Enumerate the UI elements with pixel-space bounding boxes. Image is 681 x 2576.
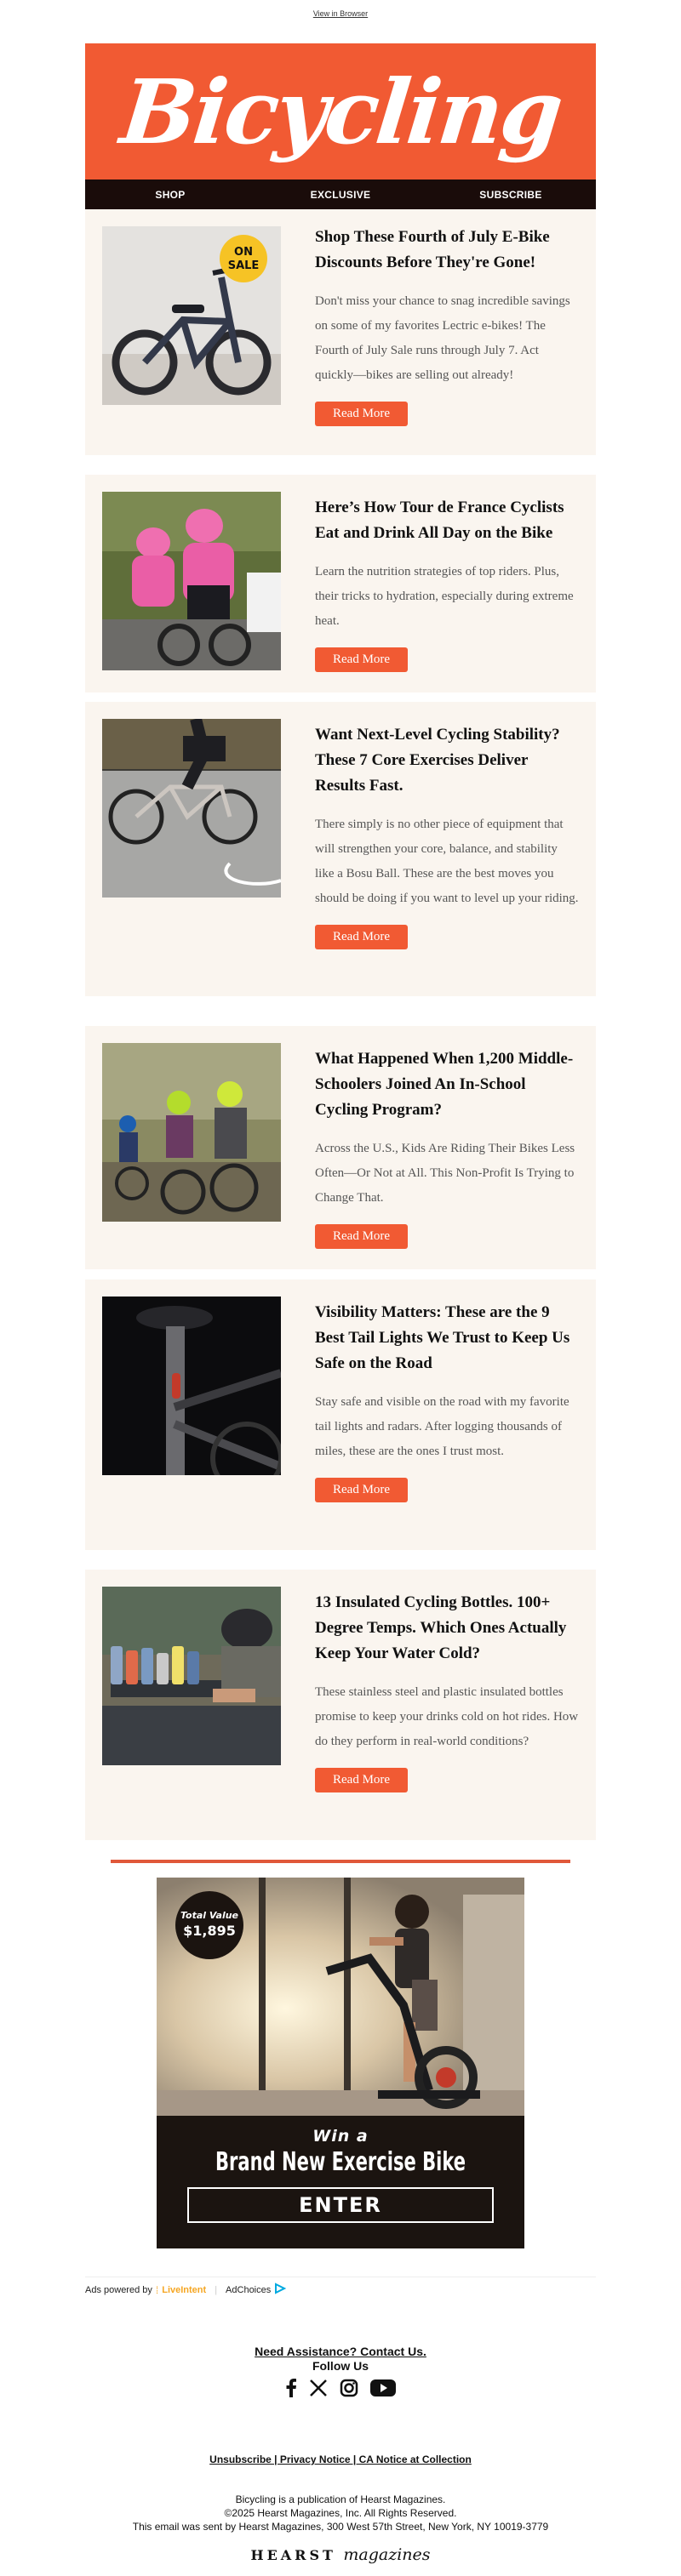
promo-image-exercise-bike bbox=[157, 1878, 524, 2116]
sale-badge-line1: ON bbox=[234, 246, 253, 259]
read-more-button[interactable]: Read More bbox=[315, 925, 408, 949]
x-icon[interactable] bbox=[309, 2379, 328, 2402]
hearst-wordmark: HEARST bbox=[250, 2547, 336, 2563]
badge-value: $1,895 bbox=[183, 1923, 236, 1939]
enter-button[interactable]: ENTER bbox=[187, 2187, 494, 2223]
read-more-button[interactable]: Read More bbox=[315, 1224, 408, 1249]
total-value-badge bbox=[175, 1891, 243, 1959]
instagram-icon[interactable] bbox=[340, 2379, 358, 2402]
article-card bbox=[85, 209, 596, 455]
article-image-core-exercises[interactable] bbox=[102, 719, 281, 898]
liveintent-logo[interactable]: LiveIntent bbox=[162, 2284, 207, 2295]
nav-subscribe[interactable]: SUBSCRIBE bbox=[479, 188, 542, 201]
article-summary: Learn the nutrition strategies of top riders. Plus, their tricks to hydration, especially during extreme heat. bbox=[315, 565, 574, 628]
footer-assist bbox=[0, 2345, 681, 2358]
ads-attribution bbox=[85, 2282, 286, 2297]
read-more-button[interactable]: Read More bbox=[315, 647, 408, 672]
article-body bbox=[315, 722, 579, 949]
read-more-button[interactable]: Read More bbox=[315, 402, 408, 426]
follow-us-label: Follow Us bbox=[312, 2359, 369, 2373]
youtube-icon[interactable] bbox=[370, 2379, 396, 2402]
sale-badge-line2: SALE bbox=[227, 259, 260, 272]
promo-cta-area bbox=[157, 2117, 524, 2248]
article-image-ebike[interactable] bbox=[102, 226, 281, 405]
article-summary: These stainless steel and plastic insulated bottles promise to keep your drinks cold on hot rides. How do they perform in real-world conditions? bbox=[315, 1685, 579, 1748]
article-summary: Don't miss your chance to snag incredible savings on some of my favorites Lectric e-bikes! The Fourth of July Sale runs through July 7. Act quickly—bikes are selling out already! bbox=[315, 294, 570, 382]
footer-copyright-line: ©2025 Hearst Magazines, Inc. All Rights Reserved. bbox=[224, 2507, 457, 2519]
article-image-bottles[interactable] bbox=[102, 1587, 281, 1765]
ads-separator: | bbox=[215, 2284, 218, 2295]
badge-label: Total Value bbox=[180, 1910, 239, 1921]
article-image-tour-de-france[interactable] bbox=[102, 492, 281, 670]
article-card bbox=[85, 1570, 596, 1840]
article-body bbox=[315, 225, 579, 426]
article-title[interactable]: Here’s How Tour de France Cyclists Eat and Drink All Day on the Bike bbox=[315, 499, 564, 542]
footer-address-line: This email was sent by Hearst Magazines, 300 West 57th Street, New York, NY 10019-3779 bbox=[132, 2521, 549, 2533]
facebook-icon[interactable] bbox=[285, 2379, 297, 2402]
article-title[interactable]: Shop These Fourth of July E-Bike Discounts Before They're Gone! bbox=[315, 228, 550, 271]
bicycling-logo[interactable]: Bicycling bbox=[116, 59, 565, 164]
article-title[interactable]: 13 Insulated Cycling Bottles. 100+ Degree Temps. Which Ones Actually Keep Your Water Cold? bbox=[315, 1593, 567, 1662]
article-title[interactable]: Visibility Matters: These are the 9 Best Tail Lights We Trust to Keep Us Safe on the Road bbox=[315, 1303, 570, 1372]
article-body bbox=[315, 1046, 579, 1249]
article-card bbox=[85, 1279, 596, 1550]
article-image-school-cycling[interactable] bbox=[102, 1043, 281, 1222]
magazines-wordmark: magazines bbox=[343, 2545, 431, 2564]
contact-us-link[interactable]: Need Assistance? Contact Us. bbox=[255, 2345, 426, 2358]
article-card bbox=[85, 475, 596, 692]
hearst-magazines-logo[interactable] bbox=[0, 2545, 681, 2564]
footer-legal-links[interactable]: Unsubscribe | Privacy Notice | CA Notice at Collection bbox=[209, 2453, 472, 2465]
article-title[interactable]: Want Next-Level Cycling Stability? These 7 Core Exercises Deliver Results Fast. bbox=[315, 726, 560, 795]
read-more-button[interactable]: Read More bbox=[315, 1478, 408, 1502]
nav-shop[interactable]: SHOP bbox=[155, 188, 186, 201]
social-links bbox=[0, 2379, 681, 2402]
promo-win-a: Win a bbox=[312, 2127, 369, 2146]
promo-headline: Brand New Exercise Bike bbox=[215, 2147, 466, 2177]
adchoices-link[interactable]: AdChoices bbox=[226, 2284, 272, 2295]
article-body bbox=[315, 1300, 579, 1502]
article-body bbox=[315, 495, 579, 672]
article-card bbox=[85, 1026, 596, 1269]
masthead-banner[interactable] bbox=[85, 43, 596, 180]
top-nav bbox=[85, 180, 596, 209]
article-summary: Stay safe and visible on the road with my favorite tail lights and radars. After logging thousands of miles, these are the ones I trust most. bbox=[315, 1395, 569, 1458]
article-summary: Across the U.S., Kids Are Riding Their Bikes Less Often—Or Not at All. This Non-Profit Is Trying to Change That. bbox=[315, 1142, 575, 1205]
promo-banner[interactable] bbox=[157, 1878, 524, 2248]
ads-powered-by: Ads powered by bbox=[85, 2284, 152, 2295]
footer-legal-text bbox=[0, 2493, 681, 2533]
liveintent-icon: ⁞ bbox=[155, 2283, 159, 2296]
article-image-tail-lights[interactable] bbox=[102, 1297, 281, 1475]
adchoices-icon[interactable] bbox=[274, 2282, 286, 2297]
view-in-browser-link[interactable]: View in Browser bbox=[312, 9, 369, 18]
nav-exclusive[interactable]: EXCLUSIVE bbox=[310, 188, 371, 201]
read-more-button[interactable]: Read More bbox=[315, 1768, 408, 1792]
footer-publication-line: Bicycling is a publication of Hearst Magazines. bbox=[235, 2493, 446, 2505]
article-body bbox=[315, 1590, 579, 1792]
article-card bbox=[85, 702, 596, 996]
article-summary: There simply is no other piece of equipment that will strengthen your core, balance, and stability like a Bosu Ball. These are the best moves you should be doing if you want to level up your riding. bbox=[315, 818, 579, 905]
article-title[interactable]: What Happened When 1,200 Middle-Schoolers Joined An In-School Cycling Program? bbox=[315, 1050, 574, 1119]
section-divider bbox=[111, 1860, 570, 1863]
